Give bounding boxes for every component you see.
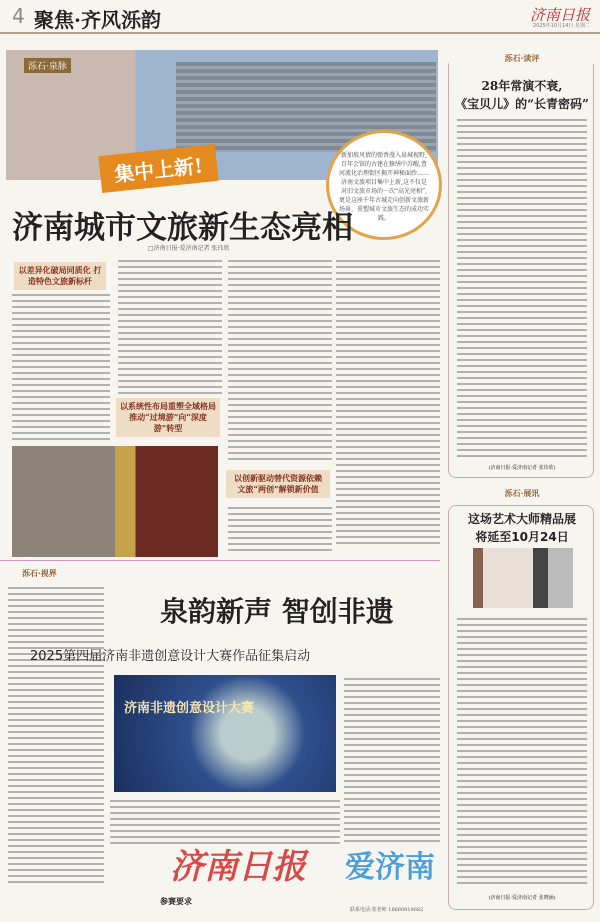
- watermark-logo: 济南日报: [170, 847, 306, 887]
- bottom-subheadline: 2025第四届济南非遗创意设计大赛作品征集启动: [30, 649, 311, 664]
- subhead: 以创新驱动替代资源依赖 文旅“两创”解锁新价值: [226, 470, 330, 498]
- column-tag: 泺石·视界: [22, 568, 57, 578]
- column-tag: 泺石·泉脉: [24, 58, 71, 73]
- issue-date: 2025年10月14日 星期二: [532, 23, 590, 29]
- body-text: [344, 676, 440, 846]
- body-text: [228, 505, 332, 555]
- contact-info: 联系电话:张老师 18660819682: [350, 907, 424, 913]
- review-box: [448, 53, 594, 478]
- body-text: [110, 798, 340, 844]
- body-text: [118, 258, 222, 394]
- exhibition-box: [448, 488, 594, 910]
- badge: 集中上新!: [98, 144, 218, 193]
- exhibition-title: 这场艺术大师精品展: [467, 512, 576, 526]
- poster-text: 济南非遗创意设计大赛: [124, 701, 255, 716]
- article-photos: [12, 446, 218, 557]
- review-title: 《宝贝儿》的“长青密码”: [455, 97, 589, 111]
- section-title: 聚焦·齐风泺韵: [34, 8, 161, 32]
- body-text: [12, 292, 110, 440]
- subhead: 以差异化破局同质化 打造特色文旅新标杆: [14, 262, 106, 290]
- review-title: 28年常演不衰,: [481, 79, 563, 93]
- contest-poster: [114, 675, 336, 792]
- column-tag: 泺石·读评: [449, 53, 595, 64]
- source: (济南日报·爱济南记者 张晓涵): [488, 895, 556, 901]
- source: (济南日报·爱济南记者 张玮欣): [488, 465, 556, 471]
- bottom-headline: 泉韵新声 智创非遗: [160, 595, 394, 628]
- body-text: [8, 585, 104, 885]
- watermark-logo: 爱济南: [345, 850, 435, 885]
- exhibition-photo: [473, 548, 573, 608]
- divider: [0, 560, 440, 561]
- body-text: [457, 616, 587, 886]
- pull-quote: 新加坡风情的弹香漫入泉城视野,百年会馆的古建在修缮中苏醒,曹河流化治理街区揭开神秘面纱……济南文旅项目集中上新,这不仅是对旧文旅市场的一次“高光亮相”,更是这座千年古城走向创新文旅新场景、重塑城市文旅生态的成功实践。: [326, 130, 442, 240]
- page-header: [0, 0, 600, 34]
- subhead: 以系统性布局重塑全域格局 推动“过境游”向“深度游”转型: [116, 398, 220, 437]
- body-text: [228, 258, 332, 463]
- newspaper-logo: 济南日报: [529, 6, 590, 24]
- body-text: [336, 258, 440, 548]
- byline: □济南日报·爱济南记者 张玮欣: [148, 245, 230, 252]
- body-text: [457, 117, 587, 457]
- lead-headline: 济南城市文旅新生态亮相: [12, 210, 353, 246]
- exhibition-title: 将延至10月24日: [475, 530, 569, 544]
- page-number: 4: [12, 4, 25, 28]
- requirements-heading: 参赛要求: [160, 896, 192, 906]
- column-tag: 泺石·展讯: [504, 488, 540, 498]
